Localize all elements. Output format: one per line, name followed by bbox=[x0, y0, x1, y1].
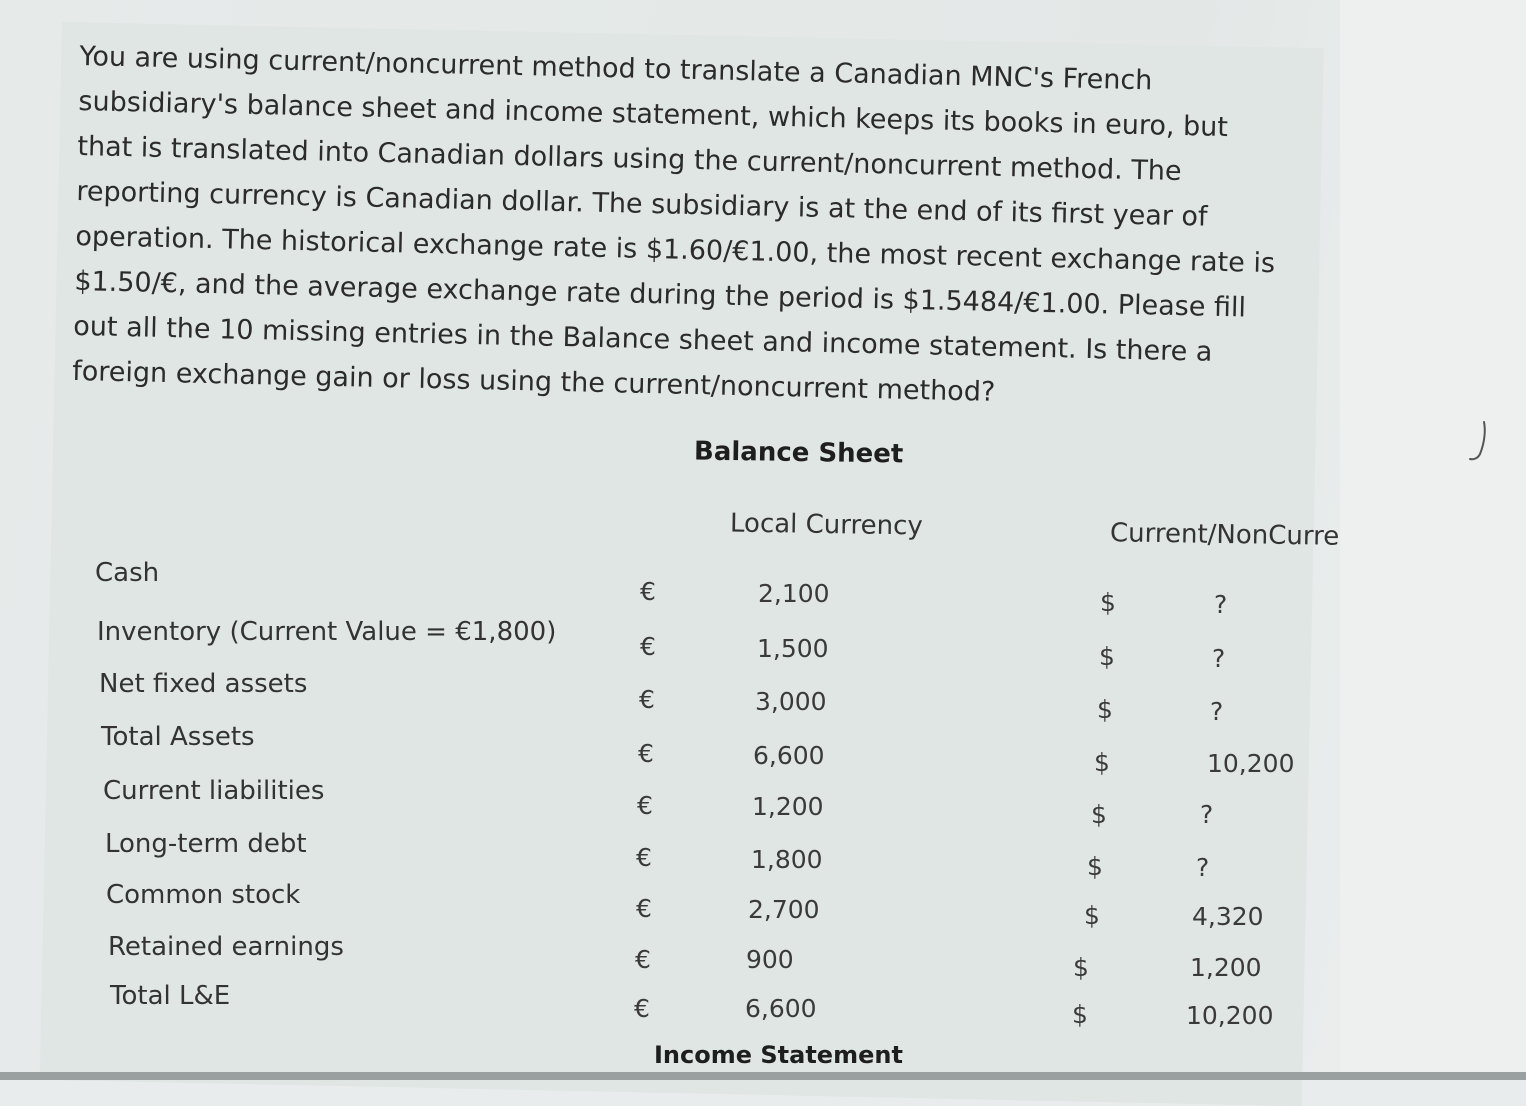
local-value-total-le: 6,600 bbox=[745, 994, 817, 1023]
local-value-current-liabilities: 1,200 bbox=[752, 792, 824, 821]
translated-value-net-fixed-assets: ? bbox=[1210, 697, 1224, 726]
balance-sheet-title: Balance Sheet bbox=[693, 436, 904, 470]
euro-symbol: € bbox=[635, 945, 651, 974]
dollar-symbol: $ bbox=[1097, 695, 1113, 724]
current-noncurrent-header: Current/NonCurre bbox=[1109, 518, 1340, 552]
pen-mark-icon bbox=[1466, 418, 1496, 468]
row-label-inventory: Inventory (Current Value = €1,800) bbox=[97, 617, 557, 647]
translated-value-inventory: ? bbox=[1212, 644, 1226, 673]
dollar-symbol: $ bbox=[1094, 748, 1110, 777]
euro-symbol: € bbox=[639, 685, 655, 714]
local-value-net-fixed-assets: 3,000 bbox=[755, 687, 827, 716]
dollar-symbol: $ bbox=[1072, 1000, 1088, 1029]
local-value-total-assets: 6,600 bbox=[753, 741, 825, 770]
translated-value-long-term-debt: ? bbox=[1196, 853, 1210, 882]
euro-symbol: € bbox=[640, 632, 656, 661]
row-label-cash: Cash bbox=[95, 558, 160, 588]
euro-symbol: € bbox=[634, 994, 650, 1023]
translated-value-common-stock: 4,320 bbox=[1192, 902, 1264, 931]
euro-symbol: € bbox=[636, 894, 652, 923]
dollar-symbol: $ bbox=[1100, 588, 1116, 617]
translated-value-total-assets: 10,200 bbox=[1207, 749, 1295, 778]
translated-value-current-liabilities: ? bbox=[1200, 800, 1214, 829]
local-value-cash: 2,100 bbox=[758, 579, 830, 608]
dollar-symbol: $ bbox=[1091, 800, 1107, 829]
income-statement-title: Income Statement bbox=[654, 1041, 903, 1069]
row-label-total-assets: Total Assets bbox=[101, 722, 255, 752]
dollar-symbol: $ bbox=[1073, 953, 1089, 982]
dollar-symbol: $ bbox=[1087, 852, 1103, 881]
bottom-frame-edge bbox=[0, 1072, 1526, 1080]
euro-symbol: € bbox=[640, 577, 656, 606]
translated-value-retained-earnings: 1,200 bbox=[1190, 953, 1262, 982]
row-label-retained-earnings: Retained earnings bbox=[108, 932, 344, 962]
euro-symbol: € bbox=[636, 843, 652, 872]
euro-symbol: € bbox=[637, 791, 653, 820]
translated-value-cash: ? bbox=[1214, 590, 1228, 619]
question-text: You are using current/noncurrent method to translate a Canadian MNC's French subsidiary's balance sheet and income statement, which keeps its books in euro, but that is translated into Canadian dollars using the current/noncurrent method. The reporting currency is Canadian dollar. The subsidiary is at the end of its first year of operation. The historical exchange rate is $1.60/€1.00, the most recent exchange rate is $1.50/€, and the average exchange rate during the period is $1.5484/€1.00. Please fill out all the 10 missing entries in the Balance sheet and income statement. Is there a foreign exchange gain or loss using the current/noncurrent method? bbox=[71, 40, 1276, 408]
translated-value-total-le: 10,200 bbox=[1186, 1001, 1274, 1030]
local-currency-header: Local Currency bbox=[729, 508, 924, 542]
local-value-inventory: 1,500 bbox=[757, 634, 829, 663]
local-value-retained-earnings: 900 bbox=[746, 945, 794, 974]
row-label-long-term-debt: Long-term debt bbox=[105, 829, 307, 859]
row-label-common-stock: Common stock bbox=[106, 880, 301, 910]
dollar-symbol: $ bbox=[1099, 642, 1115, 671]
local-value-common-stock: 2,700 bbox=[748, 895, 820, 924]
row-label-net-fixed-assets: Net fixed assets bbox=[99, 669, 308, 699]
local-value-long-term-debt: 1,800 bbox=[751, 845, 823, 874]
euro-symbol: € bbox=[638, 739, 654, 768]
dollar-symbol: $ bbox=[1084, 901, 1100, 930]
row-label-current-liabilities: Current liabilities bbox=[103, 776, 325, 806]
row-label-total-le: Total L&E bbox=[110, 981, 231, 1011]
